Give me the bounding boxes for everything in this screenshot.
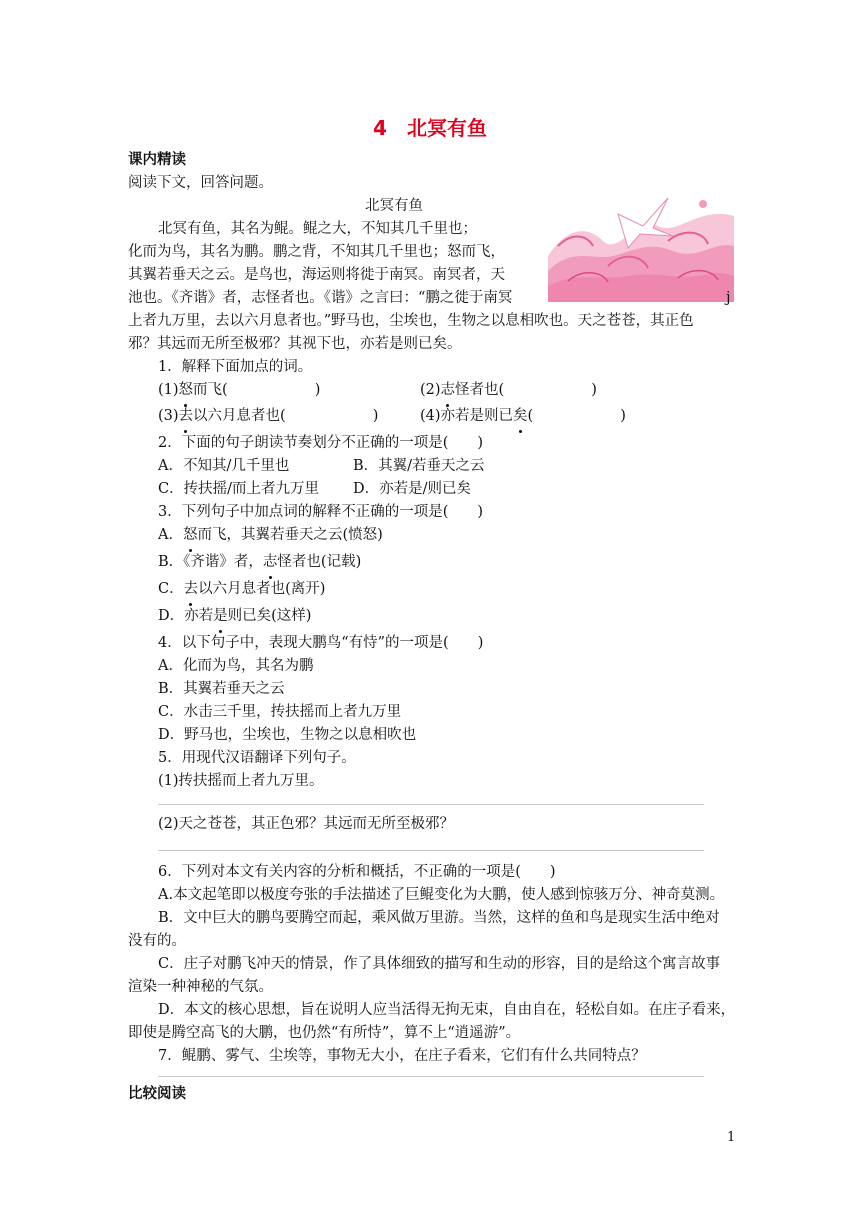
q3-option-c-letter: C． bbox=[158, 581, 184, 597]
q1-option-2 bbox=[420, 380, 597, 400]
q4-option-a: A．化而为鸟，其名为鹏 bbox=[158, 658, 314, 674]
q2-stem: 2．下面的句子朗读节奏划分不正确的一项是( ) bbox=[158, 435, 484, 451]
q3-option-a-dotted-word: 怒 bbox=[182, 527, 198, 543]
q1-option-1-rest: 而飞( ) bbox=[193, 382, 321, 398]
q2-option-b: B．其翼/若垂天之云 bbox=[353, 458, 485, 474]
q3-option-d-rest: 则已矣(这样) bbox=[227, 608, 312, 624]
q3-option-a-rest: 而飞，其翼若垂天之云(愤怒) bbox=[197, 527, 383, 543]
q4-stem: 4．以下句子中，表现大鹏鸟“有恃”的一项是( ) bbox=[158, 635, 484, 651]
q1-option-4-num: (4)亦若是则已 bbox=[420, 408, 514, 424]
answer-line-q5-2[interactable] bbox=[158, 850, 704, 851]
passage-title: 北冥有鱼 bbox=[365, 198, 423, 214]
q1-option-2-rest: 怪者也( ) bbox=[455, 382, 597, 398]
q3-option-d-letter: D．亦若 bbox=[158, 608, 214, 624]
section-heading-reading: 课内精读 bbox=[128, 152, 186, 168]
q4-option-d: D．野马也，尘埃也，生物之以息相吹也 bbox=[158, 727, 417, 743]
q6-option-a: A.本文起笔即以极度夸张的手法描述了巨鲲变化为大鹏，使人感到惊骇万分、神奇莫测。 bbox=[158, 887, 725, 903]
q3-option-b-dotted-word: 志 bbox=[262, 554, 278, 570]
q1-option-3 bbox=[158, 406, 378, 426]
q3-option-b-letter: B．《齐谐》者， bbox=[158, 554, 263, 570]
q1-option-2-dotted-word: 志 bbox=[440, 382, 456, 398]
passage-line-2: 化而为鸟，其名为鹏。鹏之背，不知其几千里也；怒而飞， bbox=[128, 244, 505, 260]
q1-option-1-dotted-word: 怒 bbox=[178, 382, 194, 398]
q6-option-c-line-1: C．庄子对鹏飞冲天的情景，作了具体细致的描写和生动的形容，目的是给这个寓言故事 bbox=[158, 956, 721, 972]
q7-stem: 7．鲲鹏、雾气、尘埃等，事物无大小，在庄子看来，它们有什么共同特点？ bbox=[158, 1048, 646, 1064]
q2-option-a: A．不知其/几千里也 bbox=[158, 458, 290, 474]
page-number: 1 bbox=[727, 1130, 736, 1145]
page-title: 4 北冥有鱼 bbox=[373, 116, 487, 140]
kunpeng-illustration bbox=[548, 186, 734, 302]
q3-option-b bbox=[158, 552, 361, 572]
passage-line-3: 其翼若垂天之云。是鸟也，海运则将徙于南冥。南冥者，天 bbox=[128, 267, 505, 283]
q1-option-1 bbox=[158, 380, 320, 400]
q1-option-2-num: (2) bbox=[420, 382, 441, 398]
passage-line-4-tail: j bbox=[726, 290, 731, 306]
passage-line-6: 邪？其远而无所至极邪？其视下也，亦若是则已矣。 bbox=[128, 336, 462, 352]
answer-line-q7[interactable] bbox=[158, 1076, 704, 1077]
passage-line-4: 池也。《齐谐》者，志怪者也。《谐》之言曰：“鹏之徙于南冥 bbox=[128, 290, 513, 306]
q6-stem: 6．下列对本文有关内容的分析和概括，不正确的一项是( ) bbox=[158, 864, 556, 880]
q6-option-c-line-2: 渲染一种神秘的气氛。 bbox=[128, 979, 273, 995]
q6-option-b-line-1: B．文中巨大的鹏鸟要腾空而起，乘风做万里游。当然，这样的鱼和鸟是现实生活中绝对 bbox=[158, 910, 720, 926]
instruction-text: 阅读下文，回答问题。 bbox=[128, 175, 273, 191]
passage-line-1: 北冥有鱼，其名为鲲。鲲之大，不知其几千里也； bbox=[158, 221, 477, 237]
q3-option-d-dotted-word: 是 bbox=[213, 608, 228, 624]
q1-option-3-rest: 以六月息者也( ) bbox=[193, 408, 379, 424]
q3-option-b-rest: 怪者也(记载) bbox=[277, 554, 362, 570]
q3-option-a bbox=[158, 525, 383, 545]
q4-option-c: C．水击三千里，抟扶摇而上者九万里 bbox=[158, 704, 402, 720]
q4-option-b: B．其翼若垂天之云 bbox=[158, 681, 285, 697]
q3-option-c-dotted-word: 去 bbox=[183, 581, 199, 597]
q6-option-d-line-1: D．本文的核心思想，旨在说明人应当活得无拘无束，自由自在，轻松自如。在庄子看来， bbox=[158, 1002, 736, 1018]
q5-sentence-1: (1)抟扶摇而上者九万里。 bbox=[158, 773, 324, 789]
q1-option-3-num: (3) bbox=[158, 408, 179, 424]
q3-option-c-rest: 以六月息者也(离开) bbox=[198, 581, 326, 597]
answer-line-q5-1[interactable] bbox=[158, 804, 704, 805]
q1-option-4-dotted-word: 矣 bbox=[513, 408, 528, 424]
q1-option-1-num: (1) bbox=[158, 382, 179, 398]
q6-option-b-line-2: 没有的。 bbox=[128, 933, 186, 949]
section-heading-compare: 比较阅读 bbox=[128, 1086, 186, 1102]
q5-stem: 5．用现代汉语翻译下列句子。 bbox=[158, 750, 356, 766]
q1-option-4 bbox=[420, 406, 626, 426]
q6-option-d-line-2: 即使是腾空高飞的大鹏，也仍然“有所恃”，算不上“逍遥游”。 bbox=[128, 1025, 521, 1041]
q3-stem: 3．下列句子中加点词的解释不正确的一项是( ) bbox=[158, 504, 484, 520]
q5-sentence-2: (2)天之苍苍，其正色邪？其远而无所至极邪？ bbox=[158, 816, 455, 832]
q3-option-c bbox=[158, 579, 325, 599]
q3-option-a-letter: A． bbox=[158, 527, 183, 543]
q1-stem: 1．解释下面加点的词。 bbox=[158, 359, 313, 375]
passage-line-5: 上者九万里，去以六月息者也。”野马也，尘埃也，生物之以息相吹也。天之苍苍，其正色 bbox=[128, 313, 694, 329]
q1-option-3-dotted-word: 去 bbox=[178, 408, 194, 424]
q1-option-4-rest: ( ) bbox=[527, 408, 626, 424]
q2-option-d: D．亦若是/则已矣 bbox=[353, 481, 472, 497]
q3-option-d bbox=[158, 606, 311, 626]
q2-option-c: C．抟扶摇/而上者九万里 bbox=[158, 481, 319, 497]
